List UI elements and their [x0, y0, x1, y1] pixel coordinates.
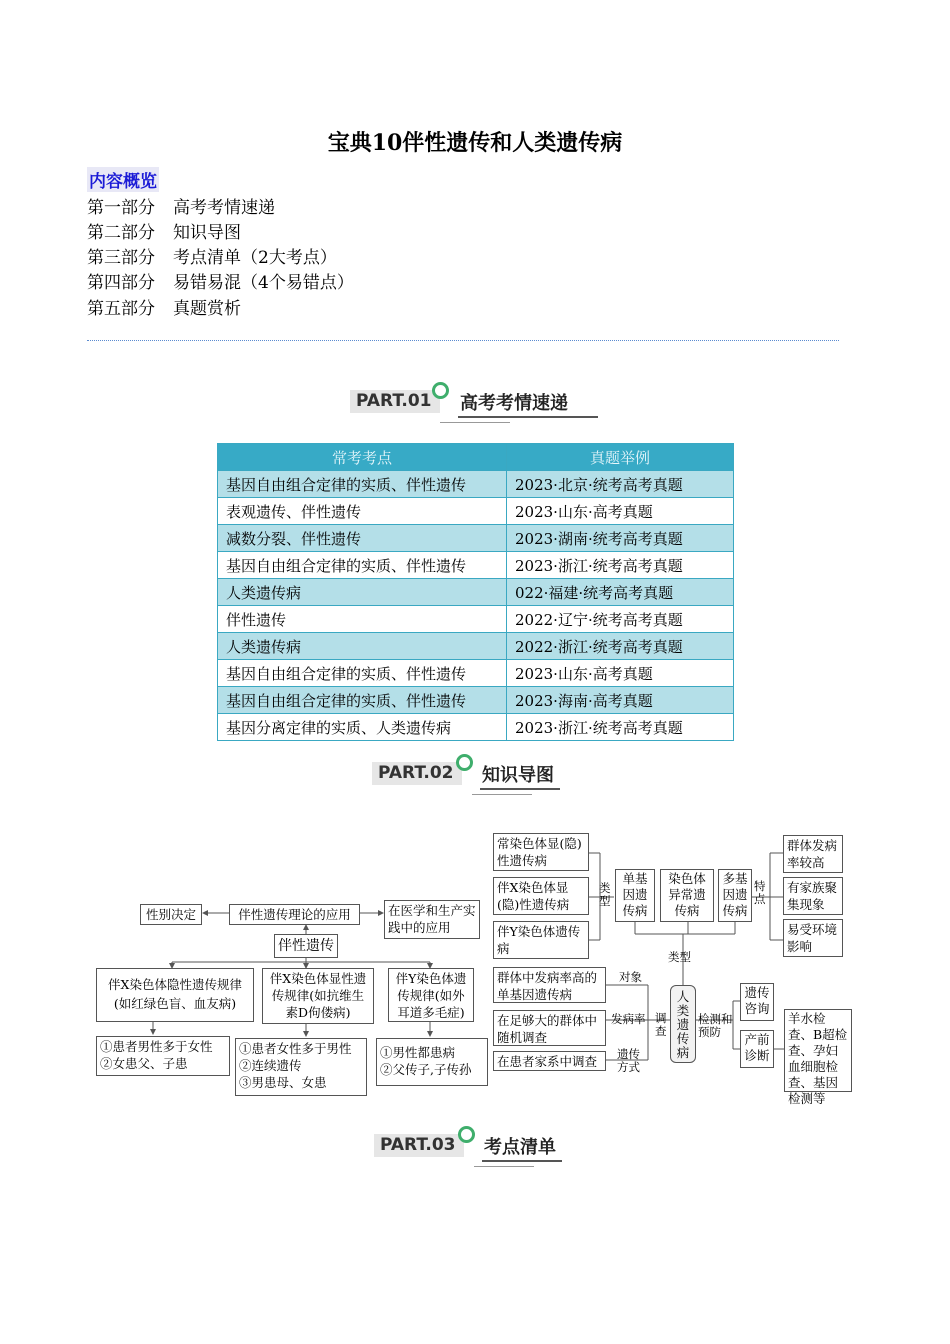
survey-label: 调查 [655, 1011, 667, 1038]
x-recessive-traits-box [96, 1036, 230, 1076]
trait-line: ①男性都患病 [380, 1045, 456, 1060]
table-cell: 人类遗传病 [218, 579, 507, 606]
toc-part: 第四部分 [87, 273, 155, 293]
feature-box: 易受环境影响 [783, 919, 843, 957]
table-cell: 2023·浙江·统考高考真题 [507, 714, 734, 741]
chromosome-abnormal-box: 染色体异常遗传病 [660, 869, 714, 922]
trait-line: ②父传子,子传孙 [380, 1062, 472, 1077]
theory-application-box: 伴性遗传理论的应用 [229, 904, 360, 925]
overview-heading: 内容概览 [87, 167, 159, 192]
survey-rate-box: 在足够大的群体中随机调查 [493, 1010, 606, 1046]
toc-name: 知识导图 [173, 223, 241, 243]
x-linked-disease-box: 伴X染色体显(隐)性遗传病 [493, 877, 589, 915]
toc-part: 第三部分 [87, 248, 155, 268]
autosomal-disease-box: 常染色体显(隐)性遗传病 [493, 833, 589, 871]
mode-label: 遗传方式 [617, 1047, 640, 1074]
survey-object-box: 群体中发病率高的单基因遗传病 [493, 967, 606, 1003]
feature-box: 有家族聚集现象 [783, 877, 843, 915]
toc-part: 第五部分 [87, 299, 155, 319]
detect-label: 检测和预防 [698, 1012, 733, 1039]
part-label: 知识导图 [482, 765, 554, 786]
toc-name: 易错易混（4个易错点） [173, 273, 354, 293]
part-tag: PART.02 [372, 762, 462, 785]
table-cell: 2022·辽宁·统考高考真题 [507, 606, 734, 633]
toc-name: 真题赏析 [173, 299, 241, 319]
toc-part: 第一部分 [87, 198, 155, 218]
toc-part: 第二部分 [87, 223, 155, 243]
multi-gene-box: 多基因遗传病 [718, 869, 752, 922]
table-cell: 2023·山东·高考真题 [507, 498, 734, 525]
table-header: 常考考点 [218, 444, 507, 471]
trait-line: ①患者女性多于男性 [239, 1041, 352, 1056]
table-cell: 人类遗传病 [218, 633, 507, 660]
underline [474, 1166, 534, 1167]
feature-box: 群体发病率较高 [783, 835, 843, 873]
part-label: 高考考情速递 [460, 393, 568, 414]
part-label: 考点清单 [484, 1137, 556, 1158]
table-cell: 2023·北京·统考高考真题 [507, 471, 734, 498]
part-03-banner [374, 1130, 594, 1166]
x-dominant-rule-box: 伴X染色体显性遗传规律(如抗维生素D佝偻病) [262, 968, 374, 1024]
type-label: 类型 [599, 881, 611, 908]
table-cell: 基因分离定律的实质、人类遗传病 [218, 714, 507, 741]
prenatal-box: 产前诊断 [740, 1030, 774, 1068]
table-header: 真题举例 [507, 444, 734, 471]
y-linked-rule-box: 伴Y染色体遗传规律(如外耳道多毛症) [388, 968, 474, 1022]
table-cell: 基因自由组合定律的实质、伴性遗传 [218, 471, 507, 498]
trait-line: ③男患母、女患 [239, 1075, 327, 1090]
toc-name: 高考考情速递 [173, 198, 275, 218]
table-cell: 2023·浙江·统考高考真题 [507, 552, 734, 579]
trait-line: ①患者男性多于女性 [100, 1039, 213, 1054]
human-disease-box: 人类遗传病 [670, 985, 696, 1063]
trait-line: ②连续遗传 [239, 1058, 302, 1073]
table-cell: 022·福建·统考高考真题 [507, 579, 734, 606]
x-dominant-traits-box [235, 1038, 367, 1096]
trait-line: ②女患父、子患 [100, 1056, 188, 1071]
document-title: 宝典10伴性遗传和人类遗传病 [327, 130, 623, 156]
table-cell: 表观遗传、伴性遗传 [218, 498, 507, 525]
table-cell: 2023·湖南·统考高考真题 [507, 525, 734, 552]
table-cell: 2023·海南·高考真题 [507, 687, 734, 714]
single-gene-box: 单基因遗传病 [615, 869, 655, 922]
table-cell: 减数分裂、伴性遗传 [218, 525, 507, 552]
underline [482, 1160, 562, 1162]
part-tag: PART.03 [374, 1134, 464, 1157]
type-label: 类型 [668, 950, 691, 964]
ring-icon [458, 1126, 475, 1143]
feature-label: 特点 [754, 879, 766, 906]
object-label: 对象 [619, 970, 642, 984]
table-cell: 2023·山东·高考真题 [507, 660, 734, 687]
sex-determination-box: 性别决定 [140, 904, 202, 925]
part-tag: PART.01 [350, 390, 440, 413]
rate-label: 发病率 [611, 1012, 646, 1026]
table-cell: 基因自由组合定律的实质、伴性遗传 [218, 552, 507, 579]
table-cell: 基因自由组合定律的实质、伴性遗传 [218, 687, 507, 714]
table-cell: 伴性遗传 [218, 606, 507, 633]
sex-linked-box: 伴性遗传 [274, 934, 338, 958]
medical-application-box: 在医学和生产实践中的应用 [384, 900, 480, 939]
toc-name: 考点清单（2大考点） [173, 248, 337, 268]
prenatal-methods-box: 羊水检查、B超检查、孕妇血细胞检查、基因检测等 [784, 1009, 852, 1092]
x-recessive-rule-box: 伴X染色体隐性遗传规律(如红绿色盲、血友病) [96, 968, 254, 1022]
counsel-box: 遗传咨询 [740, 983, 774, 1021]
survey-mode-box: 在患者家系中调查 [493, 1051, 606, 1071]
table-cell: 基因自由组合定律的实质、伴性遗传 [218, 660, 507, 687]
y-linked-disease-box: 伴Y染色体遗传病 [493, 921, 589, 959]
table-cell: 2022·浙江·统考高考真题 [507, 633, 734, 660]
y-linked-traits-box [376, 1038, 488, 1086]
